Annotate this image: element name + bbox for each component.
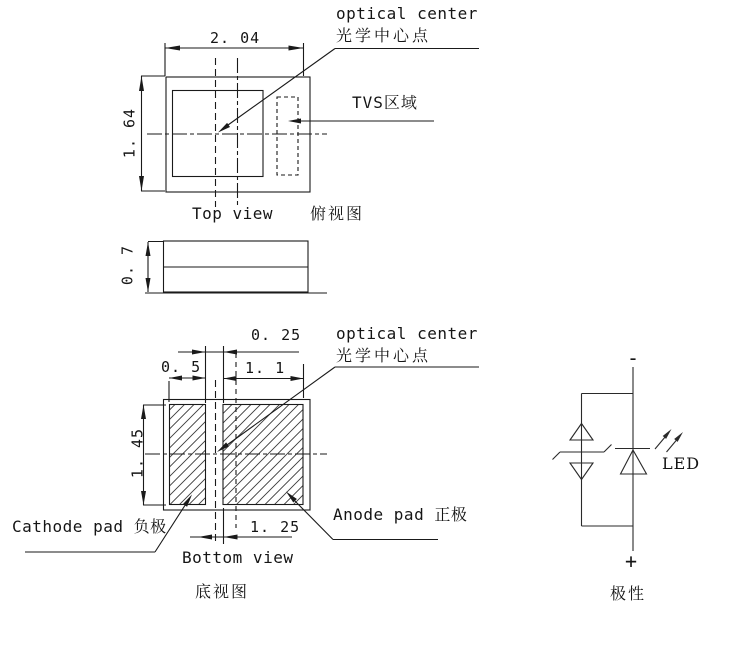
optical-center-label-en-top: optical center (336, 4, 478, 23)
dim-arrow (224, 535, 238, 540)
dim-pad-height-text: 1. 45 (128, 427, 147, 479)
optical-center-label-zh-top: 光学中心点 (336, 26, 432, 45)
dim-arrow (289, 46, 304, 51)
dim-width-text: 2. 04 (210, 29, 261, 47)
cathode-pad-label: Cathode pad 负极 (12, 517, 167, 536)
polarity-caption: 极性 (610, 584, 647, 603)
dim-height-text: 1. 64 (120, 107, 139, 159)
top-view-drawing (139, 43, 479, 207)
dim-anode-width-text: 1. 1 (245, 359, 286, 377)
dim-arrow (141, 491, 146, 505)
side-view-drawing (145, 241, 327, 293)
dim-arrow (193, 376, 206, 381)
dim-arrow (139, 176, 144, 191)
dim-gap-text: 0. 25 (251, 326, 302, 344)
dim-arrow (146, 278, 151, 292)
dim-arrow (141, 405, 146, 419)
tvs-region-outline (277, 97, 298, 175)
circuit-branch-wire (582, 394, 634, 527)
anode-pad-label: Anode pad 正极 (333, 505, 468, 524)
dim-arrow (224, 376, 237, 381)
dim-thickness-text: 0. 7 (118, 244, 137, 286)
top-view-caption-zh: 俯视图 (310, 204, 365, 223)
dim-cathode-width-lines (169, 378, 206, 402)
dim-width-lines (165, 43, 304, 76)
leader-arrow (288, 119, 301, 124)
optical-center-label-en-bottom: optical center (336, 324, 478, 343)
dim-arrow (165, 46, 180, 51)
dim-arrow (192, 350, 206, 355)
top-view-caption-en: Top view (192, 204, 274, 223)
dim-arrow (169, 376, 182, 381)
light-arrow-shaft (655, 437, 666, 450)
dim-arrow (224, 350, 238, 355)
plus-polarity-sign: + (625, 549, 638, 573)
dim-arrow (291, 376, 304, 381)
led-label: LED (662, 454, 701, 473)
dim-arrow (139, 76, 144, 91)
optical-center-leader-top (228, 49, 479, 126)
dim-anode-offset-text: 1. 25 (250, 518, 301, 536)
tvs-region-label: TVS区域 (352, 93, 418, 112)
dim-cathode-width-text: 0. 5 (161, 358, 202, 376)
bottom-view-caption-zh: 底视图 (195, 582, 250, 601)
dim-arrow (198, 535, 212, 540)
dim-thickness-lines (148, 242, 163, 293)
light-arrow-shaft (667, 440, 678, 453)
bottom-view-caption-en: Bottom view (182, 548, 294, 567)
optical-center-label-zh-bottom: 光学中心点 (336, 346, 432, 365)
dim-arrow (146, 242, 151, 256)
minus-polarity-sign: - (627, 346, 640, 370)
